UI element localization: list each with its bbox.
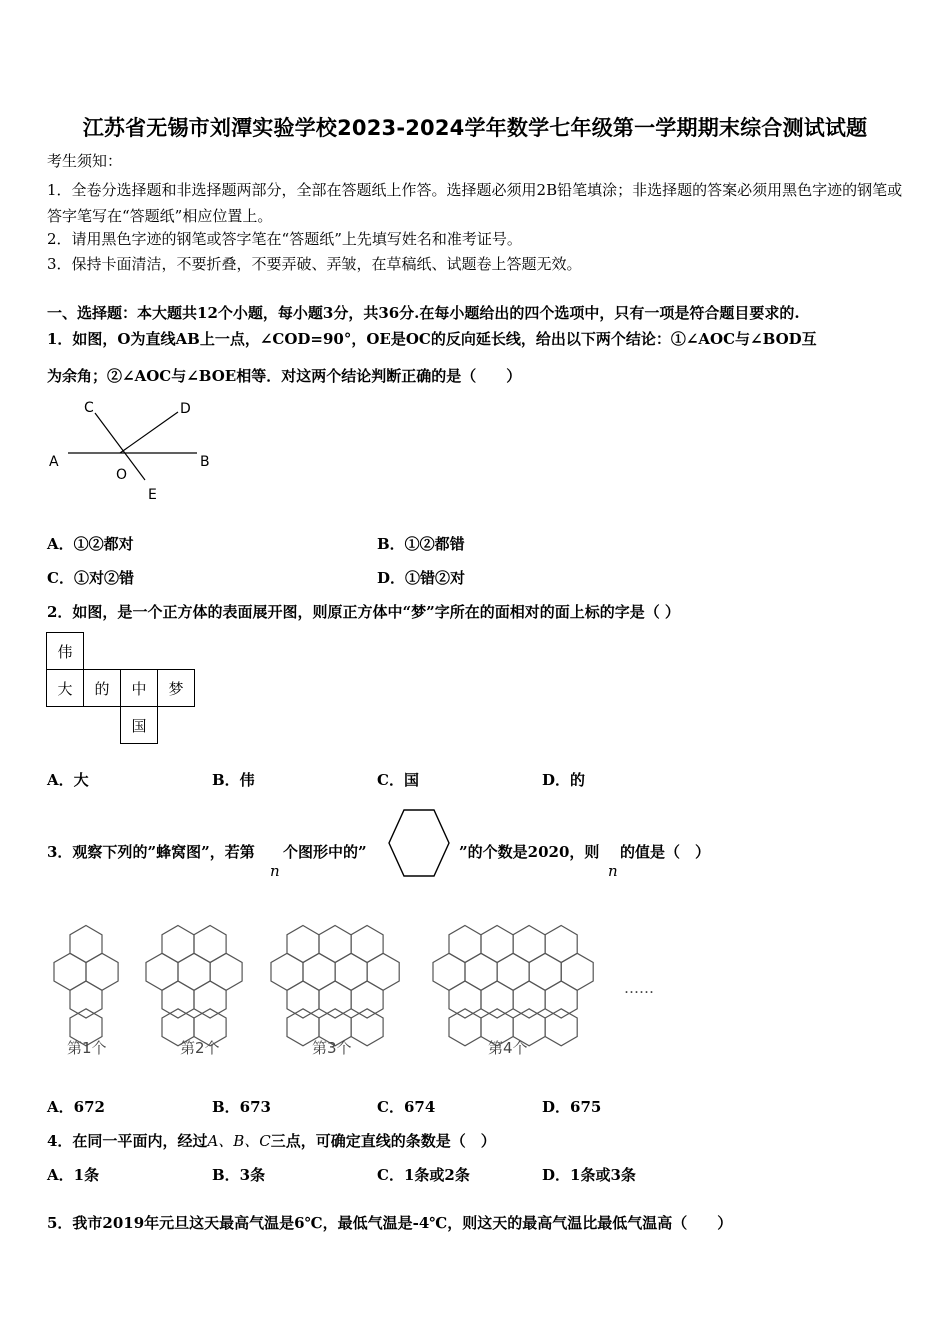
notice-item-3: 3．保持卡面清洁，不要折叠，不要弄破、弄皱，在草稿纸、试题卷上答题无效。 [47,255,582,273]
q2-option-b[interactable]: B．伟 [212,771,255,789]
q3-option-a[interactable]: A．672 [47,1098,105,1116]
net-cell-meng: 梦 [157,669,195,707]
honeycomb-cell [367,953,399,990]
q3-stem-part1: 3．观察下列的”蜂窝图”，若第 [47,843,255,861]
notice-item-2: 2．请用黑色字迹的钢笔或答字笔在“答题纸”上先填写姓名和准考证号。 [47,230,522,248]
q2-option-d[interactable]: D．的 [542,771,586,789]
q2-option-c[interactable]: C．国 [377,771,419,789]
q1-option-d[interactable]: D．①错②对 [377,569,466,587]
q1-option-a[interactable]: A．①②都对 [47,535,134,553]
label-c: C [84,400,94,416]
honeycomb-cell [545,981,577,1018]
notice-item-1: 1．全卷分选择题和非选择题两部分，全部在答题纸上作答。选择题必须用2B铅笔填涂；非选择题的答案必须用黑色字迹的钢笔或答字笔写在“答题纸”相应位置上。 [47,181,903,225]
q2-option-a[interactable]: A．大 [47,771,89,789]
honeycomb-cell [529,953,561,990]
honeycomb-cell [465,953,497,990]
q3-stem-part3: ”的个数是2020，则 [459,843,600,861]
honeycomb-cell [481,981,513,1018]
honeycomb-cell [449,981,481,1018]
honeycomb-cell [351,926,383,963]
honeycomb-cell [287,981,319,1018]
q3-option-b[interactable]: B．673 [212,1098,271,1116]
q4-stem-part1: 4．在同一平面内，经过 [47,1132,208,1150]
honeycomb-cell [210,953,242,990]
honeycomb-cell [351,981,383,1018]
q5-stem: 5．我市2019年元旦这天最高气温是6℃，最低气温是-4℃，则这天的最高气温比最低气温高（ ） [47,1214,733,1232]
q2-stem: 2．如图，是一个正方体的表面展开图，则原正方体中“梦”字所在的面相对的面上标的字是（ ） [47,603,680,621]
honeycomb-cell [70,926,102,963]
q4-points: A、B、C [207,1132,271,1150]
honeycomb-cell [561,953,593,990]
net-cell-zhong: 中 [120,669,158,707]
honeycomb-cell [194,926,226,963]
honeycomb-label-2: 第2个 [180,1039,220,1057]
honeycomb-cell [335,953,367,990]
honeycomb-cell [545,926,577,963]
honeycomb-cell [271,953,303,990]
honeycomb-ellipsis: …… [624,979,654,997]
q3-option-c[interactable]: C．674 [377,1098,436,1116]
label-a: A [49,454,59,470]
honeycomb-cell [351,1009,383,1046]
honeycomb-label-4: 第4个 [488,1039,528,1057]
cube-net-figure [46,632,198,744]
label-d: D [180,401,191,417]
honeycomb-cell [497,953,529,990]
label-b: B [200,454,210,470]
net-cell-de: 的 [83,669,121,707]
page-title: 江苏省无锡市刘潭实验学校2023-2024学年数学七年级第一学期期末综合测试试题 [82,116,868,140]
honeycomb-label-3: 第3个 [312,1039,352,1057]
q1-stem-line2: 为余角；②∠AOC与∠BOE相等．对这两个结论判断正确的是（ ） [47,367,522,385]
honeycomb-cell [319,926,351,963]
notice-heading: 考生须知： [47,152,123,170]
net-cell-da: 大 [46,669,84,707]
honeycomb-cell [319,981,351,1018]
q3-variable-n-1: n [270,862,280,880]
honeycomb-cell [146,953,178,990]
honeycomb-cell [449,926,481,963]
q1-stem-line1: 1．如图，O为直线AB上一点，∠COD=90°，OE是OC的反向延长线，给出以下两个结论：①∠AOC与∠BOD互 [47,330,817,348]
honeycomb-cell [194,981,226,1018]
honeycomb-cell [162,981,194,1018]
net-cell-wei: 伟 [46,632,84,670]
q3-stem-part2: 个图形中的” [283,843,367,861]
label-o: O [116,467,128,483]
q4-option-b[interactable]: B．3条 [212,1166,266,1184]
honeycomb-cell [545,1009,577,1046]
q4-option-d[interactable]: D．1条或3条 [542,1166,636,1184]
q3-stem-part4: 的值是（ ） [620,843,711,861]
label-e: E [148,487,157,503]
honeycomb-cell [162,926,194,963]
section-heading: 一、选择题：本大题共12个小题，每小题3分，共36分.在每小题给出的四个选项中，只有一项是符合题目要求的. [47,304,800,322]
honeycomb-cell [449,1009,481,1046]
q4-option-a[interactable]: A．1条 [47,1166,100,1184]
q1-option-c[interactable]: C．①对②错 [47,569,134,587]
honeycomb-cell [86,953,118,990]
honeycomb-cell [54,953,86,990]
honeycomb-cell [433,953,465,990]
honeycomb-label-1: 第1个 [67,1039,107,1057]
q4-stem [47,1130,496,1151]
q4-stem-part2: 三点，可确定直线的条数是（ ） [270,1132,496,1150]
q1-angle-figure [40,395,220,510]
honeycomb-cell [513,926,545,963]
q4-option-c[interactable]: C．1条或2条 [377,1166,470,1184]
honeycomb-cell [513,981,545,1018]
honeycomb-cell [287,926,319,963]
honeycomb-cell [481,926,513,963]
ray-od [120,412,178,453]
honeycomb-hexagons [54,926,593,1046]
net-cell-guo: 国 [120,706,158,744]
q1-option-b[interactable]: B．①②都错 [377,535,465,553]
honeycomb-cell [178,953,210,990]
honeycomb-cell [70,981,102,1018]
q3-variable-n-2: n [608,862,618,880]
honeycomb-cell [303,953,335,990]
honeycomb-figures [40,922,680,1062]
single-hexagon-icon [385,806,455,880]
q3-option-d[interactable]: D．675 [542,1098,602,1116]
